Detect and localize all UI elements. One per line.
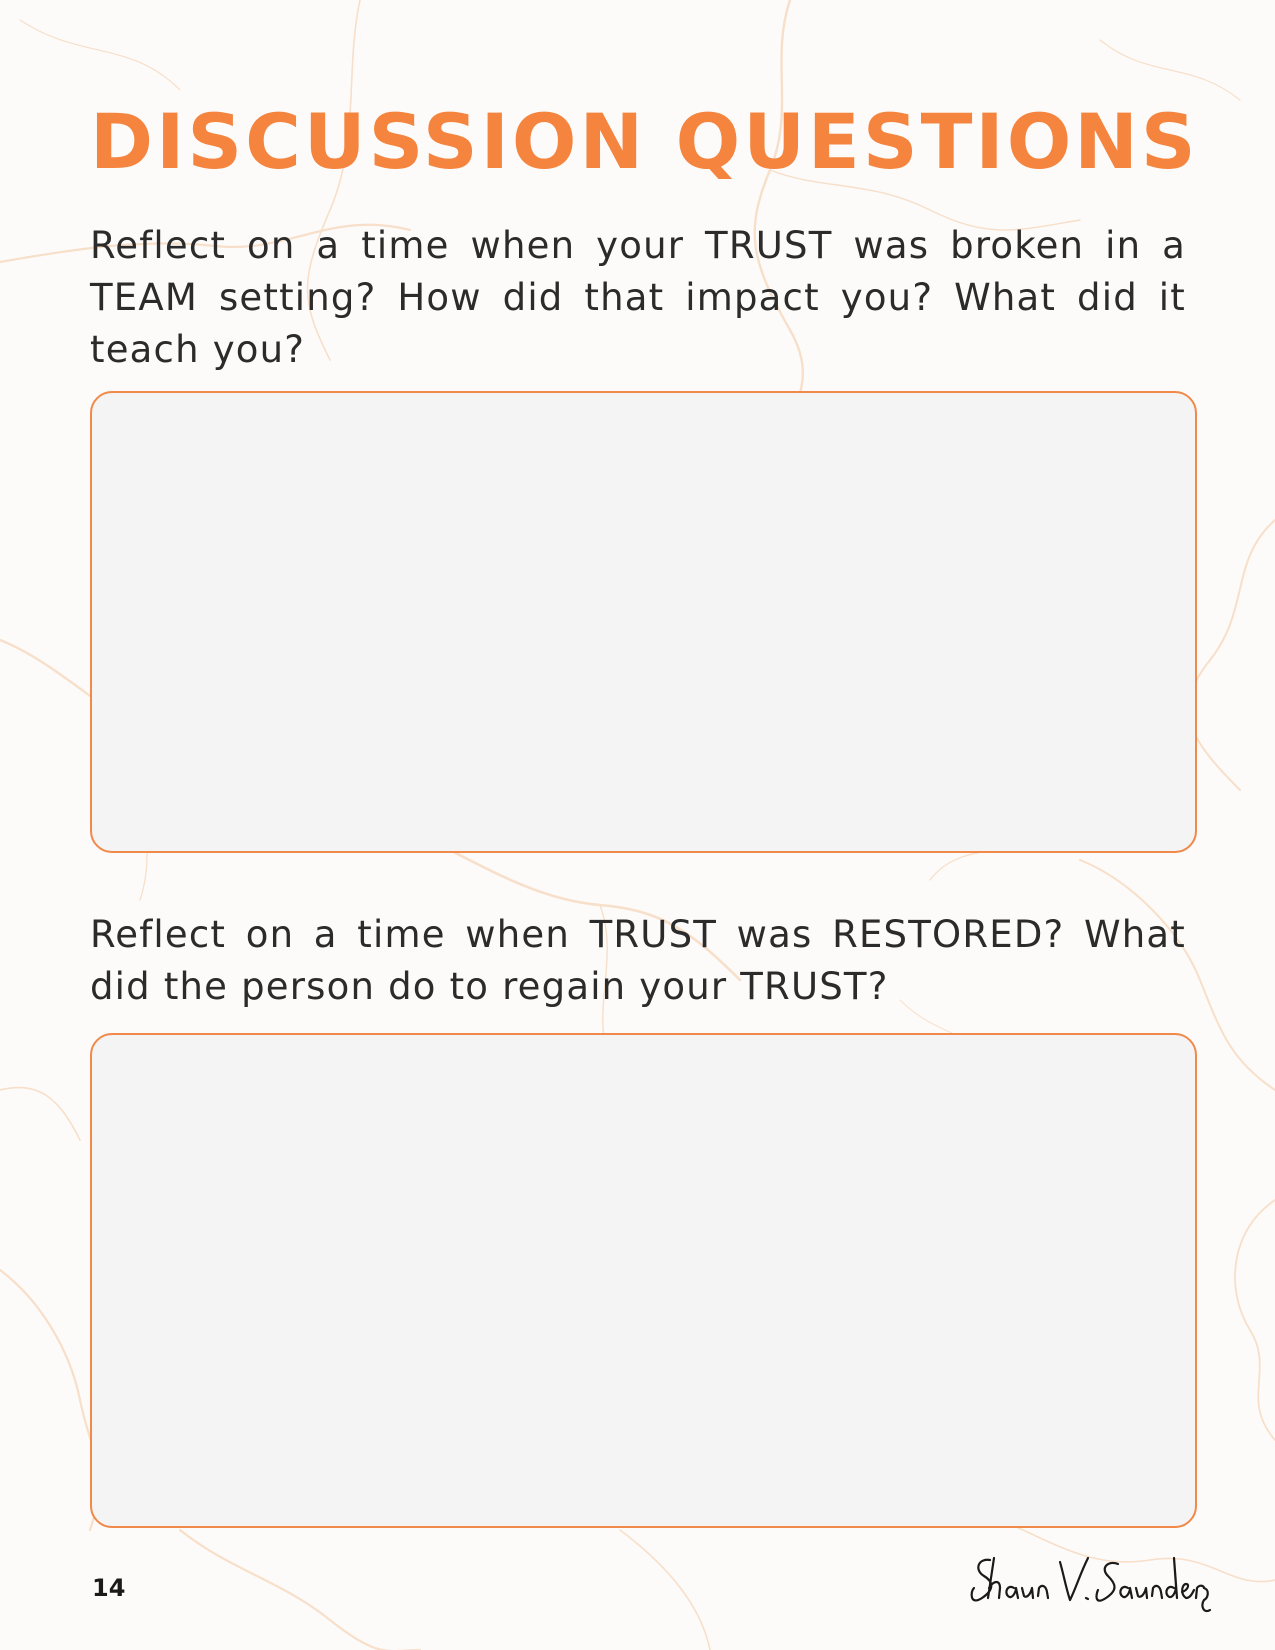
- page-number: 14: [92, 1574, 126, 1602]
- question-2-text: Reflect on a time when TRUST was RESTORED? What did the person do to regain your TRUST?: [90, 913, 1186, 1008]
- question-1-text: Reflect on a time when your TRUST was broken in a TEAM setting? How did that impact you? What did it teach you?: [90, 224, 1186, 371]
- question-1-answer-box[interactable]: [90, 391, 1197, 853]
- question-2-answer-box[interactable]: [90, 1033, 1197, 1528]
- page-title: DISCUSSION QUESTIONS: [90, 97, 1199, 186]
- author-signature: [968, 1548, 1213, 1618]
